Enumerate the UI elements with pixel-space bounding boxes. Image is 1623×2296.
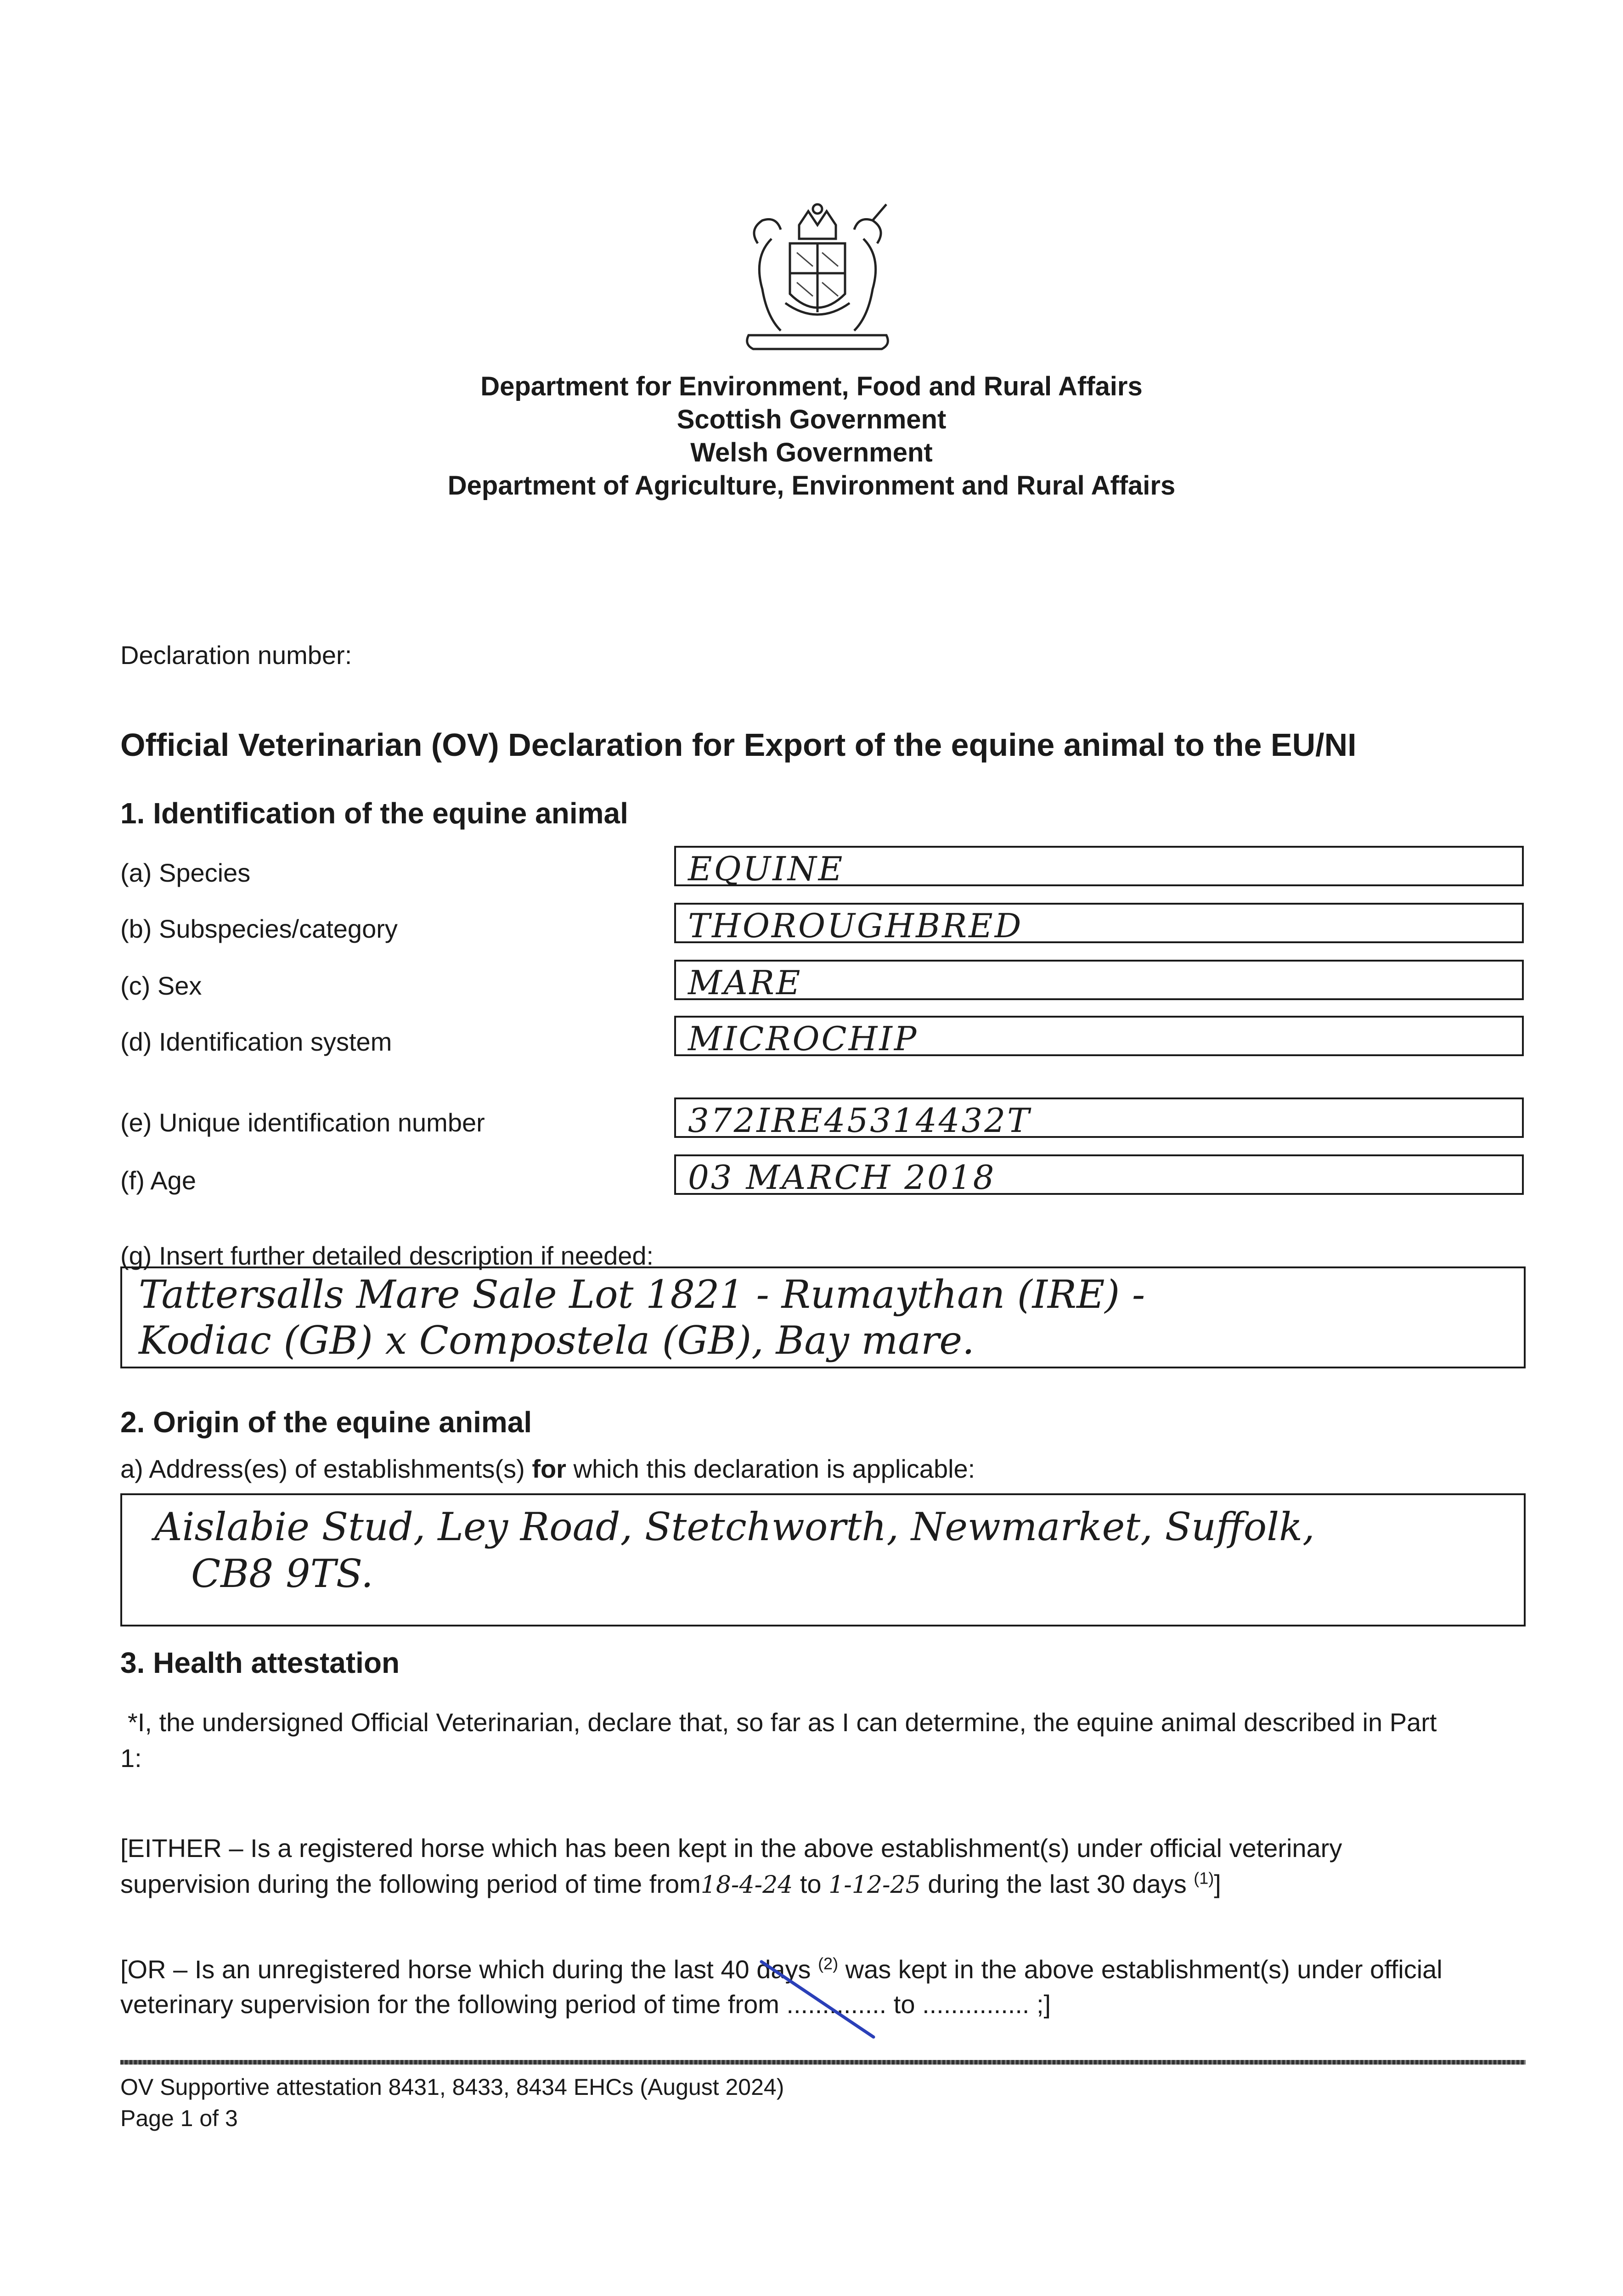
attestation-intro-line-2: 1: bbox=[120, 1744, 142, 1773]
sex-field[interactable] bbox=[674, 960, 1524, 1000]
footer-divider bbox=[120, 2060, 1526, 2065]
subspecies-field[interactable] bbox=[674, 903, 1524, 943]
either-from-date[interactable]: 18-4-24 bbox=[700, 1871, 793, 1899]
species-field[interactable] bbox=[674, 846, 1524, 886]
identification-system-label: (d) Identification system bbox=[120, 1027, 392, 1056]
unique-id-label: (e) Unique identification number bbox=[120, 1108, 485, 1137]
either-line-2: supervision during the following period of time from18-4-24 to 1-12-25 during the last 30 days $^{(1)}$] bbox=[120, 1868, 1221, 1899]
page-number: Page 1 of 3 bbox=[120, 2105, 238, 2131]
unique-id-value: 372IRE45314432T bbox=[688, 1101, 1031, 1140]
section-2-heading: 2. Origin of the equine animal bbox=[120, 1406, 532, 1439]
identification-system-field[interactable] bbox=[674, 1016, 1524, 1056]
sex-label: (c) Sex bbox=[120, 971, 202, 1000]
further-description-field[interactable] bbox=[120, 1266, 1526, 1368]
sex-value: MARE bbox=[688, 963, 802, 1002]
address-line-2: CB8 9TS. bbox=[191, 1551, 373, 1596]
address-label: a) Address(es) of establishments(s) for which this declaration is applicable: bbox=[120, 1454, 975, 1483]
department-welsh-government: Welsh Government bbox=[690, 438, 933, 467]
age-value: 03 MARCH 2018 bbox=[688, 1158, 996, 1197]
declaration-number-label: Declaration number: bbox=[120, 641, 352, 670]
either-to-date[interactable]: 1-12-25 bbox=[828, 1871, 921, 1899]
page-title: Official Veterinarian (OV) Declaration for Export of the equine animal to the EU/NI bbox=[120, 727, 1357, 763]
department-scottish-government: Scottish Government bbox=[676, 405, 947, 434]
further-description-label: (g) Insert further detailed description if needed: bbox=[120, 1241, 654, 1270]
either-line-1: [EITHER – Is a registered horse which has been kept in the above establishment(s) under official veterinary bbox=[120, 1834, 1342, 1863]
royal-coat-of-arms-logo bbox=[721, 197, 914, 363]
address-line-1: Aislabie Stud, Ley Road, Stetchworth, Newmarket, Suffolk, bbox=[154, 1504, 1315, 1549]
section-3-heading: 3. Health attestation bbox=[120, 1646, 400, 1679]
species-value: EQUINE bbox=[688, 850, 845, 888]
strikethrough-mark bbox=[753, 1956, 891, 2043]
species-label: (a) Species bbox=[120, 858, 251, 887]
department-daera: Department of Agriculture, Environment and Rural Affairs bbox=[447, 471, 1176, 501]
further-description-line-2: Kodiac (GB) x Compostela (GB), Bay mare. bbox=[139, 1318, 975, 1363]
department-defra: Department for Environment, Food and Rural Affairs bbox=[480, 371, 1143, 401]
subspecies-value: THOROUGHBRED bbox=[688, 906, 1023, 945]
section-1-heading: 1. Identification of the equine animal bbox=[120, 797, 628, 830]
unique-id-field[interactable] bbox=[674, 1097, 1524, 1138]
address-field[interactable] bbox=[120, 1493, 1526, 1626]
or-line-2: veterinary supervision for the following period of time from .............. to ............... ;] bbox=[120, 1990, 1051, 2019]
footer-document-ref: OV Supportive attestation 8431, 8433, 8434 EHCs (August 2024) bbox=[120, 2074, 784, 2100]
identification-system-value: MICROCHIP bbox=[688, 1019, 919, 1058]
attestation-intro-line-1: *I, the undersigned Official Veterinarian, declare that, so far as I can determine, the equine animal described in Part bbox=[128, 1708, 1437, 1737]
or-line-1: [OR – Is an unregistered horse which during the last 40 days $^{(2)}$ was kept in the above establishment(s) under official bbox=[120, 1954, 1443, 1984]
further-description-line-1: Tattersalls Mare Sale Lot 1821 - Rumaythan (IRE) - bbox=[139, 1272, 1145, 1317]
age-label: (f) Age bbox=[120, 1166, 196, 1195]
age-field[interactable] bbox=[674, 1154, 1524, 1195]
subspecies-label: (b) Subspecies/category bbox=[120, 914, 398, 943]
